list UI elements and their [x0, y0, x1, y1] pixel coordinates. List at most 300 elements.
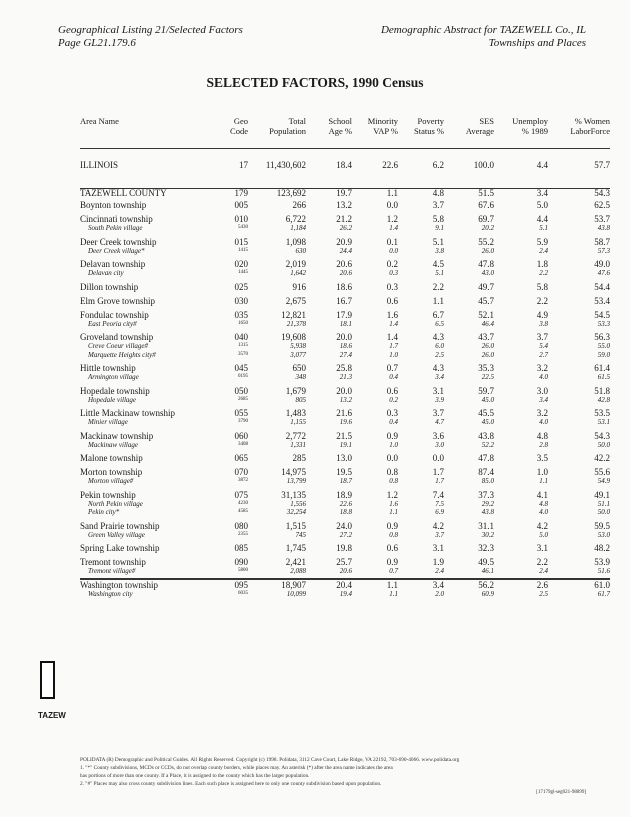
- area-name-cell: Dillon township: [80, 281, 139, 292]
- value-cell: 2.2: [536, 557, 548, 567]
- value-cell: 58.7: [594, 236, 610, 247]
- document-code: [17179gl-seg021-98899]: [536, 790, 586, 795]
- area-name-cell: TAZEWELL COUNTY: [80, 188, 167, 198]
- area-name-cell: Minier village: [88, 418, 128, 426]
- place-row: [80, 418, 610, 427]
- value-cell: 24.4: [339, 246, 352, 255]
- value-cell: 075: [234, 489, 248, 500]
- value-cell: 13.0: [336, 453, 352, 463]
- value-cell: 3.0: [536, 385, 548, 396]
- value-cell: 2,421: [285, 557, 306, 567]
- value-cell: 1.7: [432, 467, 444, 477]
- value-cell: 1.1: [539, 477, 548, 485]
- selected-factors-table: [80, 116, 610, 598]
- table-row: [80, 404, 610, 418]
- value-cell: 17.9: [336, 309, 352, 320]
- table-row: [80, 539, 610, 553]
- value-cell: 6,722: [285, 214, 306, 224]
- value-cell: 1,745: [285, 543, 306, 553]
- value-cell: 2.6: [536, 579, 548, 590]
- value-cell: 040: [234, 332, 248, 342]
- value-cell: 5.8: [536, 281, 548, 292]
- source-title: Geographical Listing 21/Selected Factors: [58, 24, 243, 36]
- value-cell: 5.8: [432, 214, 444, 224]
- value-cell: 25.7: [336, 557, 352, 567]
- value-cell: 3790: [238, 419, 248, 424]
- area-name-cell: Delavan township: [80, 259, 146, 269]
- table-row: [80, 306, 610, 320]
- value-cell: 18.7: [339, 477, 352, 485]
- value-cell: 45.5: [478, 408, 494, 418]
- value-cell: 54.5: [594, 309, 610, 320]
- area-name-cell: Hittle township: [80, 363, 136, 373]
- value-cell: 19,608: [281, 332, 306, 342]
- county-tab-marker: [40, 661, 55, 699]
- area-name-cell: Little Mackinaw township: [80, 408, 175, 418]
- value-cell: 19.6: [339, 418, 352, 426]
- value-cell: 47.8: [478, 259, 494, 269]
- value-cell: 2.2: [432, 281, 444, 292]
- table-row: [80, 359, 610, 373]
- value-cell: 20.0: [336, 385, 352, 396]
- value-cell: 55.0: [597, 342, 610, 350]
- value-cell: 1.0: [389, 440, 398, 449]
- value-cell: 31,135: [281, 489, 306, 500]
- value-cell: 6.5: [435, 319, 444, 328]
- value-cell: 4.2: [536, 520, 548, 531]
- value-cell: 32.3: [478, 543, 494, 553]
- table-row: [80, 576, 610, 590]
- value-cell: 0.9: [386, 520, 398, 531]
- value-cell: 2.4: [539, 567, 548, 575]
- value-cell: 37.3: [478, 489, 494, 500]
- value-cell: 3.1: [536, 543, 548, 553]
- value-cell: 20.2: [481, 224, 494, 232]
- area-name-cell: Boynton township: [80, 200, 147, 210]
- table-row: [80, 278, 610, 292]
- value-cell: 55.6: [594, 467, 610, 477]
- place-row: [80, 247, 610, 256]
- value-cell: 2.7: [539, 350, 548, 359]
- value-cell: 1.7: [389, 342, 398, 350]
- value-cell: 266: [292, 200, 306, 210]
- area-name-cell: Washington city: [88, 589, 133, 598]
- value-cell: 5800: [238, 568, 248, 573]
- value-cell: 4.8: [432, 188, 444, 198]
- value-cell: 1.7: [435, 477, 444, 485]
- value-cell: 4.0: [539, 418, 548, 426]
- value-cell: 1,483: [285, 408, 306, 418]
- value-cell: 348: [295, 373, 306, 381]
- place-row: [80, 508, 610, 517]
- value-cell: 0.6: [386, 295, 398, 306]
- value-cell: 61.0: [594, 579, 610, 590]
- value-cell: 13,799: [286, 477, 306, 485]
- value-cell: 050: [234, 385, 248, 396]
- value-cell: 2.4: [539, 246, 548, 255]
- value-cell: 19.8: [336, 543, 352, 553]
- value-cell: 56.2: [478, 579, 494, 590]
- place-row: [80, 224, 610, 233]
- value-cell: 0.0: [389, 246, 398, 255]
- value-cell: 17: [239, 160, 248, 170]
- value-cell: 070: [234, 467, 248, 477]
- value-cell: 1.8: [536, 259, 548, 269]
- value-cell: 6.9: [435, 508, 444, 516]
- value-cell: 53.3: [597, 319, 610, 328]
- value-cell: 53.1: [597, 418, 610, 426]
- value-cell: 3.8: [539, 319, 548, 328]
- value-cell: 2.2: [539, 269, 548, 277]
- value-cell: 61.5: [597, 373, 610, 381]
- value-cell: 19.7: [336, 188, 352, 198]
- value-cell: 1.1: [389, 508, 398, 516]
- value-cell: 54.3: [594, 430, 610, 441]
- value-cell: 4585: [238, 509, 248, 514]
- value-cell: 32,254: [286, 508, 306, 516]
- value-cell: 020: [234, 259, 248, 269]
- area-name-cell: Armington village: [88, 373, 139, 381]
- area-name-cell: Tremont township: [80, 557, 146, 567]
- value-cell: 0.7: [389, 567, 398, 575]
- value-cell: 1.4: [389, 224, 398, 232]
- area-name-cell: Washington township: [80, 579, 159, 590]
- value-cell: 3.7: [432, 408, 444, 418]
- value-cell: 0.2: [386, 259, 398, 269]
- value-cell: 18.9: [336, 489, 352, 500]
- value-cell: 5.1: [435, 269, 444, 277]
- value-cell: 3.6: [432, 430, 444, 441]
- value-cell: 090: [234, 557, 248, 567]
- table-row: [80, 292, 610, 306]
- place-row: [80, 373, 610, 382]
- value-cell: 31.1: [478, 520, 494, 531]
- place-row: [80, 342, 610, 351]
- place-row: [80, 351, 610, 360]
- value-cell: 5.0: [539, 530, 548, 539]
- value-cell: 53.9: [594, 557, 610, 567]
- table-row: [80, 449, 610, 463]
- value-cell: 56.3: [594, 332, 610, 342]
- value-cell: 2355: [238, 531, 248, 537]
- value-cell: 48.2: [594, 543, 610, 553]
- value-cell: 179: [234, 188, 248, 198]
- value-cell: 26.0: [481, 246, 494, 255]
- value-cell: 19.5: [336, 467, 352, 477]
- value-cell: 20.4: [336, 579, 352, 590]
- value-cell: 47.8: [478, 453, 494, 463]
- col-unemployment: Unemploy % 1989: [512, 116, 548, 136]
- value-cell: 55.2: [478, 236, 494, 247]
- footnotes: [80, 756, 600, 788]
- value-cell: 650: [292, 363, 306, 373]
- value-cell: 26.0: [481, 342, 494, 350]
- value-cell: 45.0: [481, 395, 494, 404]
- area-name-cell: Fondulac township: [80, 309, 149, 320]
- value-cell: 50.0: [597, 508, 610, 516]
- value-cell: 0.4: [389, 418, 398, 426]
- value-cell: 18.1: [339, 319, 352, 328]
- value-cell: 10,099: [286, 589, 306, 598]
- value-cell: 21.3: [339, 373, 352, 381]
- value-cell: 3.1: [432, 385, 444, 396]
- value-cell: 49.0: [594, 259, 610, 269]
- place-row: [80, 396, 610, 405]
- value-cell: 3570: [238, 351, 248, 357]
- value-cell: 62.5: [594, 200, 610, 210]
- value-cell: 2,675: [285, 295, 306, 306]
- value-cell: 7.4: [432, 489, 444, 500]
- value-cell: 1.0: [536, 467, 548, 477]
- value-cell: 13.2: [336, 200, 352, 210]
- document-subtitle: Townships and Places: [488, 37, 586, 49]
- value-cell: 54.4: [594, 281, 610, 292]
- value-cell: 2,772: [285, 430, 306, 441]
- area-name-cell: Tremont village#: [88, 567, 136, 575]
- value-cell: 4.0: [539, 373, 548, 381]
- value-cell: 0.7: [386, 363, 398, 373]
- value-cell: 1315: [238, 343, 248, 348]
- value-cell: 5.1: [432, 236, 444, 247]
- value-cell: 3.5: [536, 453, 548, 463]
- value-cell: 0.3: [386, 281, 398, 292]
- value-cell: 25.8: [336, 363, 352, 373]
- area-name-cell: South Pekin village: [88, 224, 143, 232]
- area-name-cell: Deer Creek village*: [88, 246, 145, 255]
- value-cell: 1,556: [290, 499, 306, 508]
- value-cell: 43.8: [597, 224, 610, 232]
- value-cell: 18.8: [339, 508, 352, 516]
- value-cell: 6035: [238, 590, 248, 596]
- value-cell: 1,679: [285, 385, 306, 396]
- value-cell: 12,821: [281, 309, 306, 320]
- value-cell: 4.4: [536, 160, 548, 170]
- copyright-note: POLIDATA (R) Demographic and Political Guides. All Rights Reserved. Copyright (c) 1998. Polidata, 3112 Cave Court, Lake Ridge, VA 22192, 703-690-4066. www.polidata.org: [80, 757, 460, 763]
- value-cell: 1445: [238, 270, 248, 275]
- header-left: [58, 24, 243, 50]
- value-cell: 0.0: [386, 200, 398, 210]
- area-name-cell: Groveland township: [80, 332, 154, 342]
- value-cell: 43.8: [478, 430, 494, 441]
- document-title: Demographic Abstract for TAZEWELL Co., IL: [380, 24, 586, 36]
- value-cell: 57.7: [594, 160, 610, 170]
- value-cell: 29.2: [481, 499, 494, 508]
- area-name-cell: Sand Prairie township: [80, 520, 160, 531]
- value-cell: 2.0: [435, 589, 444, 598]
- value-cell: 45.7: [478, 295, 494, 306]
- value-cell: 1,331: [290, 440, 306, 449]
- value-cell: 43.7: [478, 332, 494, 342]
- value-cell: 3.7: [435, 530, 444, 539]
- value-cell: 745: [295, 530, 306, 539]
- area-name-cell: Pekin city*: [88, 508, 120, 516]
- value-cell: 7.5: [435, 499, 444, 508]
- value-cell: 0.3: [386, 408, 398, 418]
- value-cell: 59.5: [594, 520, 610, 531]
- value-cell: 2.2: [536, 295, 548, 306]
- table-row: [80, 382, 610, 396]
- col-school-age: School Age %: [328, 116, 352, 136]
- table-row: [80, 142, 610, 170]
- value-cell: 30.2: [481, 530, 494, 539]
- value-cell: 52.2: [481, 440, 494, 449]
- value-cell: 0195: [238, 374, 248, 379]
- table-body: [80, 142, 610, 598]
- area-name-cell: Spring Lake township: [80, 543, 160, 553]
- value-cell: 49.5: [478, 557, 494, 567]
- value-cell: 1.4: [386, 332, 398, 342]
- value-cell: 3,077: [290, 350, 306, 359]
- value-cell: 025: [234, 281, 248, 292]
- value-cell: 1.9: [432, 557, 444, 567]
- value-cell: 59.7: [478, 385, 494, 396]
- value-cell: 19.4: [339, 589, 352, 598]
- value-cell: 095: [234, 579, 248, 590]
- value-cell: 916: [292, 281, 306, 292]
- value-cell: 0.8: [389, 530, 398, 539]
- value-cell: 18,907: [281, 579, 306, 590]
- area-name-cell: Mackinaw township: [80, 430, 154, 441]
- value-cell: 3.4: [539, 395, 548, 404]
- value-cell: 5.4: [539, 342, 548, 350]
- value-cell: 3408: [238, 441, 248, 447]
- value-cell: 27.2: [339, 530, 352, 539]
- table-row: [80, 427, 610, 441]
- value-cell: 53.4: [594, 295, 610, 306]
- value-cell: 123,692: [276, 188, 306, 198]
- value-cell: 4.3: [432, 363, 444, 373]
- value-cell: 1.2: [386, 489, 398, 500]
- area-name-cell: North Pekin village: [88, 499, 143, 508]
- value-cell: 35.3: [478, 363, 494, 373]
- value-cell: 21.6: [336, 408, 352, 418]
- value-cell: 030: [234, 295, 248, 306]
- area-name-cell: East Peoria city#: [88, 319, 137, 328]
- table-row: [80, 210, 610, 224]
- area-name-cell: Malone township: [80, 453, 143, 463]
- value-cell: 43.0: [481, 269, 494, 277]
- footnote-1: 1. "*" County subdivisions, MCDs or CCDs, do not overlap county borders, while places may. An asterisk (*) after the area name indicates the area: [80, 765, 393, 771]
- col-women-labor-force: % Women LaborForce: [570, 116, 610, 136]
- value-cell: 5.9: [536, 236, 548, 247]
- area-name-cell: Elm Grove township: [80, 295, 155, 306]
- column-header-row: [80, 116, 610, 142]
- area-name-cell: Green Valley village: [88, 530, 145, 539]
- value-cell: 4.4: [536, 214, 548, 224]
- value-cell: 4.7: [435, 418, 444, 426]
- value-cell: 22.5: [481, 373, 494, 381]
- value-cell: 51.8: [594, 385, 610, 396]
- value-cell: 0.6: [386, 543, 398, 553]
- col-minority-vap: Minority VAP %: [367, 116, 398, 136]
- value-cell: 13.2: [339, 395, 352, 404]
- value-cell: 4.5: [432, 259, 444, 269]
- area-name-cell: Hopedale village: [88, 395, 137, 404]
- value-cell: 6.2: [432, 160, 444, 170]
- value-cell: 49.1: [594, 489, 610, 500]
- value-cell: 18.6: [339, 342, 352, 350]
- value-cell: 46.1: [481, 567, 494, 575]
- value-cell: 20.6: [339, 269, 352, 277]
- value-cell: 065: [234, 453, 248, 463]
- area-name-cell: ILLINOIS: [80, 160, 118, 170]
- value-cell: 015: [234, 236, 248, 247]
- value-cell: 3.9: [435, 395, 444, 404]
- value-cell: 3872: [238, 478, 248, 483]
- table-row: [80, 553, 610, 567]
- value-cell: 1.6: [389, 499, 398, 508]
- value-cell: 045: [234, 363, 248, 373]
- value-cell: 4.2: [432, 520, 444, 531]
- value-cell: 3.1: [432, 543, 444, 553]
- value-cell: 4230: [238, 500, 248, 506]
- place-row: [80, 567, 610, 576]
- value-cell: 1.1: [386, 188, 398, 198]
- value-cell: 1.1: [386, 579, 398, 590]
- value-cell: 51.1: [597, 499, 610, 508]
- value-cell: 4.3: [432, 332, 444, 342]
- value-cell: 1,184: [290, 224, 306, 232]
- value-cell: 54.9: [597, 477, 610, 485]
- value-cell: 43.8: [481, 508, 494, 516]
- value-cell: 0.9: [386, 430, 398, 441]
- value-cell: 0.6: [386, 385, 398, 396]
- county-tab-label: TAZEW: [38, 711, 66, 720]
- place-row: [80, 477, 610, 486]
- value-cell: 1.4: [389, 319, 398, 328]
- value-cell: 45.0: [481, 418, 494, 426]
- table-row: [80, 463, 610, 477]
- value-cell: 19.1: [339, 440, 352, 449]
- value-cell: 16.7: [336, 295, 352, 306]
- value-cell: 9.1: [435, 224, 444, 232]
- value-cell: 3.4: [536, 188, 548, 198]
- value-cell: 53.7: [594, 214, 610, 224]
- value-cell: 060: [234, 430, 248, 441]
- value-cell: 87.4: [478, 467, 494, 477]
- value-cell: 20.6: [339, 567, 352, 575]
- value-cell: 1,642: [290, 269, 306, 277]
- area-name-cell: Marquette Heights city#: [88, 350, 156, 359]
- value-cell: 20.6: [336, 259, 352, 269]
- value-cell: 85.0: [481, 477, 494, 485]
- value-cell: 0.3: [389, 269, 398, 277]
- table-row: [80, 255, 610, 269]
- value-cell: 52.1: [478, 309, 494, 320]
- value-cell: 3.4: [435, 373, 444, 381]
- place-row: [80, 441, 610, 450]
- value-cell: 285: [292, 453, 306, 463]
- value-cell: 60.9: [481, 589, 494, 598]
- place-row: [80, 590, 610, 599]
- value-cell: 24.0: [336, 520, 352, 531]
- value-cell: 61.4: [594, 363, 610, 373]
- value-cell: 26.0: [481, 350, 494, 359]
- value-cell: 21.5: [336, 430, 352, 441]
- value-cell: 5430: [238, 225, 248, 230]
- col-total-population: Total Population: [269, 116, 306, 136]
- col-ses-average: SES Average: [465, 116, 494, 136]
- value-cell: 0.8: [389, 477, 398, 485]
- value-cell: 5.1: [539, 224, 548, 232]
- value-cell: 54.3: [594, 188, 610, 198]
- page-title: SELECTED FACTORS, 1990 Census: [206, 75, 424, 90]
- place-row: [80, 500, 610, 509]
- place-row: [80, 531, 610, 540]
- value-cell: 010: [234, 214, 248, 224]
- value-cell: 080: [234, 520, 248, 531]
- footnote-1-cont: has portions of more than one county. If a Place, it is assigned to the county which has the larger population.: [80, 773, 310, 779]
